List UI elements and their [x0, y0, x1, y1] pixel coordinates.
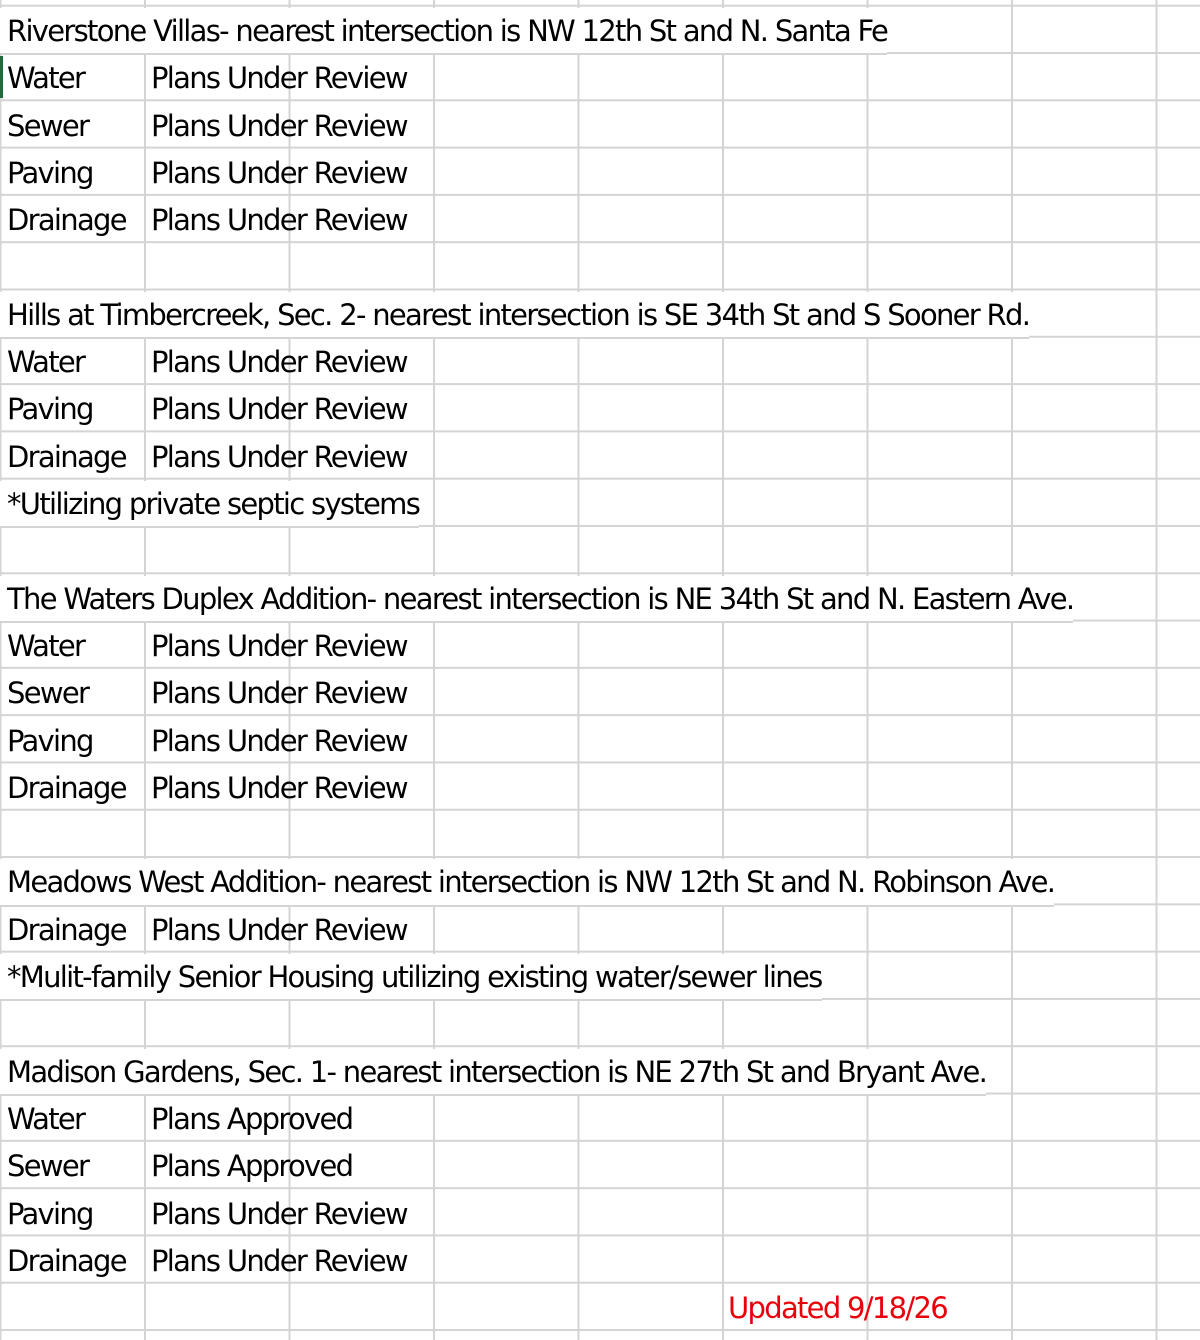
section-title-row [0, 1049, 1200, 1096]
utility-cell[interactable]: Water [7, 345, 85, 380]
table-row [0, 55, 1200, 102]
status-cell[interactable]: Plans Approved [151, 1149, 353, 1184]
status-cell[interactable]: Plans Under Review [151, 628, 407, 663]
utility-cell[interactable]: Drainage [7, 439, 126, 474]
utility-cell[interactable]: Sewer [7, 1149, 89, 1184]
updated-date-cell[interactable]: Updated 9/18/26 [728, 1291, 947, 1326]
status-cell[interactable]: Plans Under Review [151, 912, 407, 947]
utility-cell[interactable]: Drainage [7, 203, 126, 238]
utility-cell[interactable]: Paving [7, 1196, 93, 1231]
status-cell[interactable]: Plans Under Review [151, 203, 407, 238]
status-cell[interactable]: Plans Under Review [151, 723, 407, 758]
utility-cell[interactable]: Water [7, 1101, 85, 1136]
utility-cell[interactable]: Drainage [7, 770, 126, 805]
utility-cell[interactable]: Water [7, 628, 85, 663]
status-cell[interactable]: Plans Under Review [151, 108, 407, 143]
note-row [0, 954, 1200, 1001]
section-title-cell[interactable]: Riverstone Villas- nearest intersection is NW 12th St and N. Santa Fe [0, 8, 887, 55]
note-row [0, 481, 1200, 528]
table-row [0, 907, 1200, 954]
status-cell[interactable]: Plans Under Review [151, 61, 407, 96]
table-row [0, 1143, 1200, 1190]
table-row [0, 718, 1200, 765]
status-cell[interactable]: Plans Under Review [151, 770, 407, 805]
section-title-cell[interactable]: The Waters Duplex Addition- nearest intersection is NE 34th St and N. Eastern Ave. [0, 576, 1073, 623]
status-cell[interactable]: Plans Under Review [151, 1196, 407, 1231]
status-cell[interactable]: Plans Approved [151, 1101, 353, 1136]
status-cell[interactable]: Plans Under Review [151, 155, 407, 190]
note-cell[interactable]: *Mulit-family Senior Housing utilizing existing water/sewer lines [0, 954, 822, 1001]
table-row [0, 1096, 1200, 1143]
table-row [0, 150, 1200, 197]
section-title-cell[interactable]: Madison Gardens, Sec. 1- nearest intersection is NE 27th St and Bryant Ave. [0, 1049, 986, 1096]
note-cell[interactable]: *Utilizing private septic systems [0, 481, 419, 528]
table-row [0, 103, 1200, 150]
utility-cell[interactable]: Paving [7, 392, 93, 427]
table-row [0, 765, 1200, 812]
utility-cell[interactable]: Sewer [7, 108, 89, 143]
section-title-row [0, 859, 1200, 906]
table-row [0, 386, 1200, 433]
utility-cell[interactable]: Sewer [7, 676, 89, 711]
table-row [0, 339, 1200, 386]
section-title-cell[interactable]: Meadows West Addition- nearest intersection is NW 12th St and N. Robinson Ave. [0, 859, 1054, 906]
status-cell[interactable]: Plans Under Review [151, 345, 407, 380]
status-cell[interactable]: Plans Under Review [151, 1243, 407, 1278]
section-title-row [0, 292, 1200, 339]
utility-cell[interactable]: Drainage [7, 912, 126, 947]
section-title-row [0, 576, 1200, 623]
table-row [0, 434, 1200, 481]
updated-row [0, 1285, 1200, 1332]
utility-cell[interactable]: Water [7, 61, 85, 96]
section-title-row [0, 8, 1200, 55]
table-row [0, 670, 1200, 717]
status-cell[interactable]: Plans Under Review [151, 392, 407, 427]
status-cell[interactable]: Plans Under Review [151, 676, 407, 711]
status-cell[interactable]: Plans Under Review [151, 439, 407, 474]
table-row [0, 1191, 1200, 1238]
utility-cell[interactable]: Paving [7, 723, 93, 758]
table-row [0, 197, 1200, 244]
table-row [0, 623, 1200, 670]
section-title-cell[interactable]: Hills at Timbercreek, Sec. 2- nearest intersection is SE 34th St and S Sooner Rd. [0, 292, 1029, 339]
utility-cell[interactable]: Drainage [7, 1243, 126, 1278]
utility-cell[interactable]: Paving [7, 155, 93, 190]
table-row [0, 1238, 1200, 1285]
